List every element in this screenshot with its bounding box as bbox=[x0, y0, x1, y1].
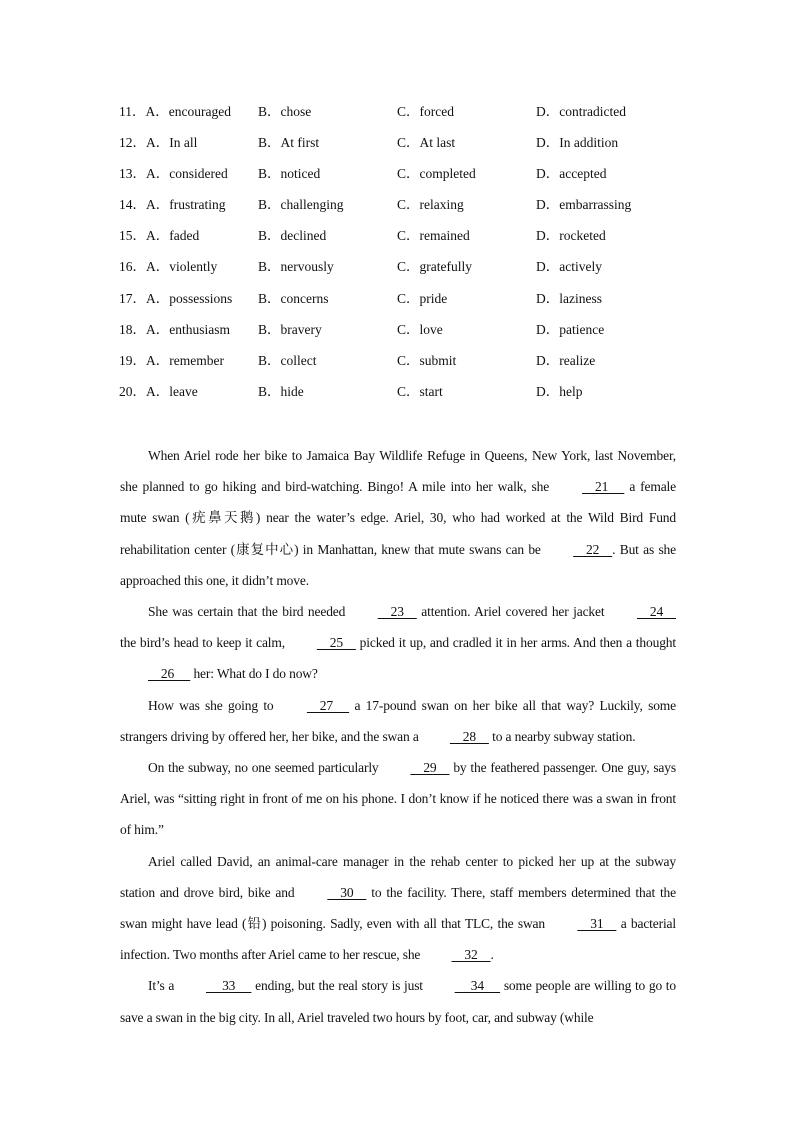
passage-text: When Ariel rode her bike to Jamaica Bay Wildlife Refuge in Queens, New York, last November, she planned to go hiking and bird-watching. Bingo! A mile into her walk, she bbox=[120, 448, 676, 495]
option-d: D．realize bbox=[536, 352, 596, 368]
option-b: B．declined bbox=[258, 228, 327, 244]
option-b: B．At first bbox=[258, 135, 320, 151]
blank-23: 23 bbox=[377, 604, 417, 620]
option-row bbox=[119, 288, 679, 319]
option-b: B．chose bbox=[258, 104, 312, 119]
cloze-passage bbox=[120, 440, 676, 1033]
passage-text: . bbox=[490, 947, 494, 963]
option-row bbox=[119, 256, 679, 287]
passage-text: her: What do I do now? bbox=[190, 666, 318, 682]
option-a: 13．A．considered bbox=[119, 166, 228, 182]
option-a: 17．A．possessions bbox=[119, 290, 233, 306]
option-c: C．forced bbox=[397, 104, 454, 119]
paragraph-5 bbox=[120, 846, 676, 971]
option-d: D．rocketed bbox=[536, 228, 606, 244]
passage-text: picked it up, and cradled it in her arms. And then a thought bbox=[355, 635, 677, 651]
passage-text: ending, but the real story is just bbox=[251, 978, 427, 994]
option-d: D．actively bbox=[536, 259, 602, 275]
blank-22: 22 bbox=[573, 541, 613, 557]
option-c: C．remained bbox=[397, 228, 470, 244]
paragraph-6 bbox=[120, 970, 676, 1032]
option-a: 16．A．violently bbox=[119, 259, 218, 275]
option-a: 19．A．remember bbox=[119, 352, 224, 368]
blank-32: 32 bbox=[451, 947, 491, 963]
passage-text: a bacterial infection. Two months after Ariel came to her rescue, she bbox=[120, 916, 676, 963]
option-c: C．At last bbox=[397, 135, 456, 151]
paragraph-2 bbox=[120, 596, 676, 690]
blank-29: 29 bbox=[410, 760, 450, 776]
answer-options bbox=[119, 101, 679, 412]
passage-text: a female mute swan (疣鼻天鹅) near the water’s edge. Ariel, 30, who had worked at the Wild Bird Fund rehabilitation center (康复中心) in Manhattan, knew that mute swans can be bbox=[120, 479, 676, 557]
passage-text: How was she going to bbox=[148, 697, 279, 713]
option-d: D．In addition bbox=[536, 135, 619, 151]
passage-text: to a nearby subway station. bbox=[488, 728, 636, 744]
option-b: B．bravery bbox=[258, 321, 322, 337]
option-b: B．collect bbox=[258, 352, 317, 368]
option-d: D．accepted bbox=[536, 166, 607, 182]
option-b: B．challenging bbox=[258, 197, 344, 213]
option-d: D．help bbox=[536, 383, 583, 399]
option-row bbox=[119, 194, 679, 225]
option-row bbox=[119, 101, 679, 132]
option-row bbox=[119, 225, 679, 256]
option-c: C．pride bbox=[397, 290, 448, 306]
option-b: B．noticed bbox=[258, 166, 321, 182]
option-a: 14．A．frustrating bbox=[119, 197, 226, 213]
passage-text: some people are willing to go to save a swan in the big city. In all, Ariel traveled two hours by foot, car, and subway (while bbox=[120, 978, 677, 1025]
passage-text: . But as she approached this one, it didn’t move. bbox=[120, 541, 676, 588]
paragraph-4 bbox=[120, 752, 676, 846]
blank-27: 27 bbox=[306, 697, 350, 713]
passage-text: by the feathered passenger. One guy, says Ariel, was “sitting right in front of me on his phone. I don’t know if he noticed there was a swan in front of him.” bbox=[120, 760, 676, 838]
passage-text: a 17-pound swan on her bike all that way? Luckily, some strangers driving by offered her, her bike, and the swan a bbox=[120, 697, 676, 744]
passage-text: On the subway, no one seemed particularly bbox=[148, 760, 383, 776]
option-c: C．submit bbox=[397, 352, 457, 368]
paragraph-3 bbox=[120, 690, 676, 752]
blank-24: 24 bbox=[636, 604, 676, 620]
option-a: 11．A．encouraged bbox=[119, 104, 231, 119]
option-d: D．contradicted bbox=[536, 104, 626, 119]
option-d: D．laziness bbox=[536, 290, 602, 306]
option-row bbox=[119, 163, 679, 194]
option-c: C．relaxing bbox=[397, 197, 464, 213]
option-row bbox=[119, 132, 679, 163]
option-b: B．hide bbox=[258, 383, 304, 399]
blank-28: 28 bbox=[449, 728, 489, 744]
option-c: C．start bbox=[397, 383, 443, 399]
passage-text: Ariel called David, an animal-care manager in the rehab center to picked her up at the subway station and drove bird, bike and bbox=[120, 853, 676, 900]
passage-text: attention. Ariel covered her jacket bbox=[416, 604, 609, 620]
option-c: C．gratefully bbox=[397, 259, 472, 275]
option-c: C．love bbox=[397, 321, 443, 337]
option-a: 15．A．faded bbox=[119, 228, 200, 244]
option-d: D．embarrassing bbox=[536, 197, 632, 213]
blank-25: 25 bbox=[316, 635, 356, 651]
option-a: 20．A．leave bbox=[119, 383, 198, 399]
passage-text: She was certain that the bird needed bbox=[148, 604, 350, 620]
blank-26: 26 bbox=[148, 666, 191, 682]
passage-text: to the facility. There, staff members determined that the swan might have lead (铅) poisoning. Sadly, even with all that TLC, the swan bbox=[120, 884, 676, 932]
option-b: B．nervously bbox=[258, 259, 334, 275]
option-c: C．completed bbox=[397, 166, 476, 182]
blank-30: 30 bbox=[327, 884, 367, 900]
blank-33: 33 bbox=[205, 978, 252, 994]
option-b: B．concerns bbox=[258, 290, 329, 306]
blank-34: 34 bbox=[454, 978, 501, 994]
passage-text: the bird’s head to keep it calm, bbox=[120, 635, 289, 651]
option-a: 12．A．In all bbox=[119, 135, 198, 151]
option-row bbox=[119, 350, 679, 381]
blank-31: 31 bbox=[577, 916, 617, 932]
passage-text: It’s a bbox=[148, 978, 178, 994]
blank-21: 21 bbox=[582, 479, 625, 495]
option-row bbox=[119, 381, 679, 412]
option-a: 18．A．enthusiasm bbox=[119, 321, 230, 337]
paragraph-1 bbox=[120, 440, 676, 596]
option-d: D．patience bbox=[536, 321, 605, 337]
option-row bbox=[119, 319, 679, 350]
